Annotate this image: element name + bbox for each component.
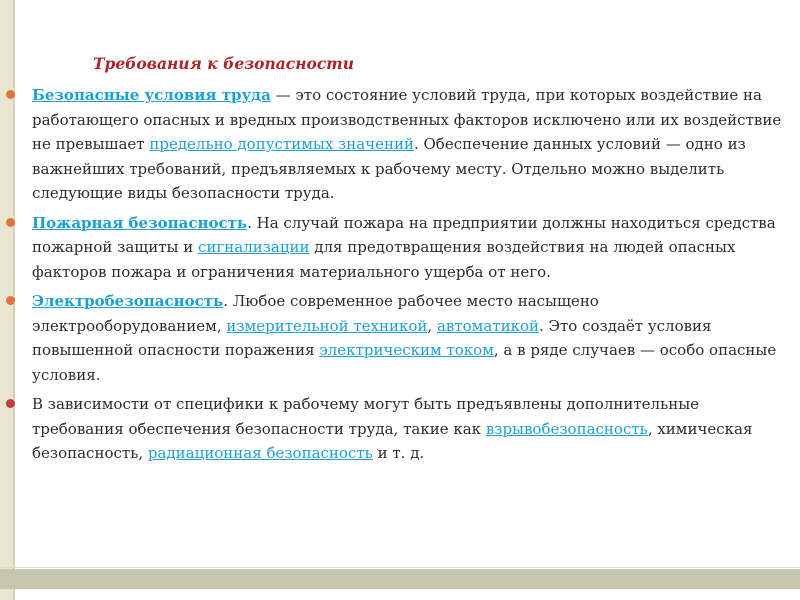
bottom-divider — [0, 567, 800, 568]
paragraph-text: — это состояние условий труда, при которых воздействие на работающего опасных и вредных производственных факторов исключено или их воздействие не превышает — [32, 86, 782, 153]
bullet-icon — [6, 90, 15, 99]
paragraph-text: , химическая безопасность, — [32, 419, 753, 462]
paragraph-text: и т. д. — [372, 444, 425, 462]
paragraph-fire-safety — [32, 211, 788, 285]
link-alarm[interactable]: сигнализации — [198, 238, 310, 256]
bullet-icon — [6, 218, 15, 227]
paragraph-text: . Любое современное рабочее место насыщено электрооборудованием, — [32, 292, 599, 335]
link-fire-safety[interactable]: Пожарная безопасность — [32, 213, 248, 232]
bullet-icon — [6, 399, 15, 408]
paragraph-electrical-safety — [32, 289, 788, 387]
paragraph-text: . Это создаёт условия повышенной опасности поражения — [32, 316, 712, 359]
link-electric-current[interactable]: электрическим током — [319, 341, 494, 359]
bullet-icon — [6, 296, 15, 305]
link-safe-conditions[interactable]: Безопасные условия труда — [32, 86, 271, 104]
link-explosion-safety[interactable]: взрывобезопасность — [485, 419, 648, 438]
link-automation[interactable]: автоматикой — [436, 316, 539, 335]
link-measuring-equipment[interactable]: измерительной техникой — [226, 316, 428, 335]
link-electrical-safety[interactable]: Электробезопасность — [32, 292, 224, 310]
link-radiation-safety[interactable]: радиационная безопасность — [147, 444, 373, 462]
paragraph-text: , а в ряде случаев — особо опасные условия. — [32, 341, 777, 384]
link-permissible-values[interactable]: предельно допустимых значений — [149, 135, 414, 153]
paragraph-text: . Обеспечение данных условий — одно из важнейших требований, предъявляемых к рабочему месту. Отдельно можно выделить следующие виды безопасности труда. — [32, 135, 746, 202]
slide-title: Требования к безопасности — [93, 54, 354, 73]
content-list — [32, 83, 788, 471]
paragraph-text: , — [427, 316, 437, 335]
paragraph-text: . На случай пожара на предприятии должны находиться средства пожарной защиты и — [32, 213, 776, 256]
paragraph-text: для предотвращения воздействия на людей опасных факторов пожара и ограничения материального ущерба от него. — [32, 238, 736, 281]
paragraph-safe-conditions — [32, 83, 788, 206]
paragraph-additional-requirements — [32, 392, 788, 466]
bottom-band — [0, 569, 800, 589]
paragraph-text: В зависимости от специфики к рабочему могут быть предъявлены дополнительные требования обеспечения безопасности труда, такие как — [32, 395, 700, 438]
